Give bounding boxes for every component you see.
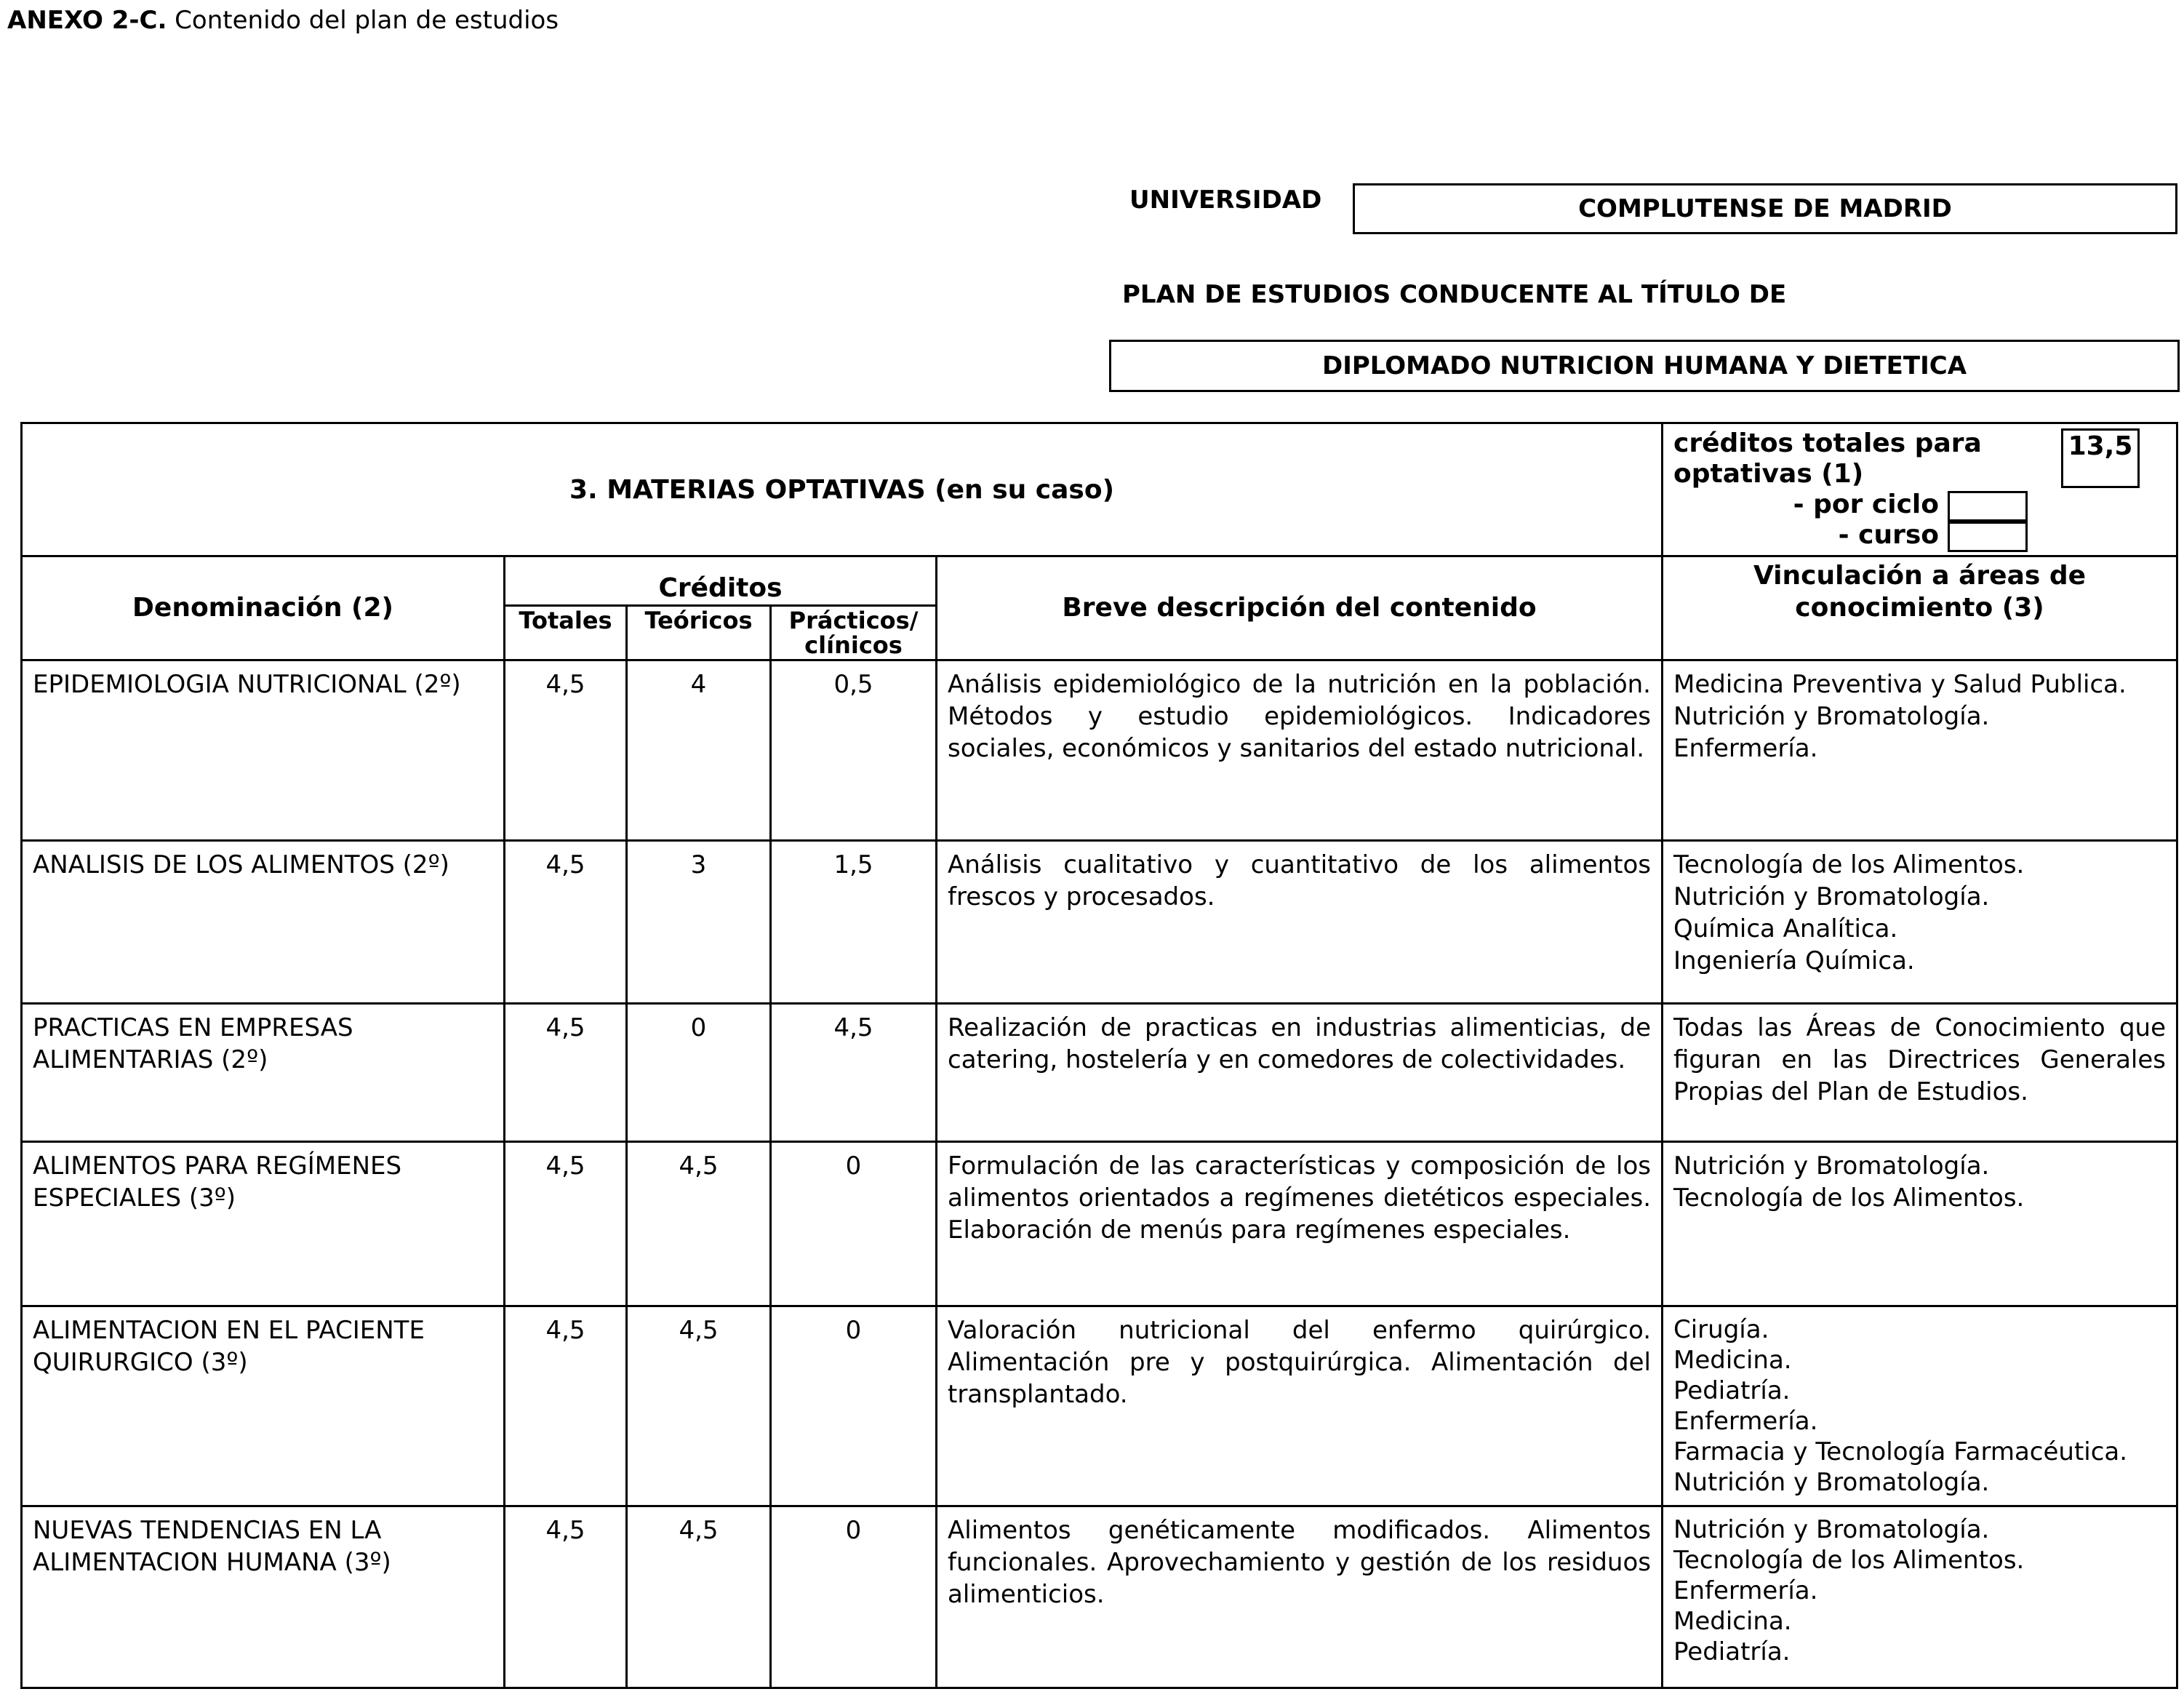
row-totales: 4,5 xyxy=(505,841,627,1004)
row-areas: Todas las Áreas de Conocimiento que figuran en las Directrices Generales Propias del Plan de Estudios. xyxy=(1663,1004,2177,1142)
row-practicos: 0 xyxy=(771,1306,937,1506)
row-descripcion: Análisis epidemiológico de la nutrición en la población. Métodos y estudio epidemiológicos. Indicadores sociales, económicos y sanitarios del estado nutricional. xyxy=(937,660,1663,841)
row-totales: 4,5 xyxy=(505,1306,627,1506)
curso-box xyxy=(1948,522,2028,552)
curso-label: - curso xyxy=(1838,520,1939,550)
col-vinculacion: Vinculación a áreas de conocimiento (3) xyxy=(1663,556,2177,660)
row-teoricos: 4,5 xyxy=(627,1142,771,1306)
row-areas: Nutrición y Bromatología. Tecnología de los Alimentos. xyxy=(1663,1142,2177,1306)
row-denominacion: ANALISIS DE LOS ALIMENTOS (2º) xyxy=(22,841,505,1004)
row-areas: Medicina Preventiva y Salud Publica. Nutrición y Bromatología. Enfermería. xyxy=(1663,660,2177,841)
row-practicos: 0 xyxy=(771,1506,937,1688)
col-denominacion: Denominación (2) xyxy=(22,556,505,660)
row-teoricos: 3 xyxy=(627,841,771,1004)
universidad-value: COMPLUTENSE DE MADRID xyxy=(1578,194,1952,223)
annex-heading xyxy=(7,6,559,35)
row-areas: Nutrición y Bromatología. Tecnología de los Alimentos. Enfermería. Medicina. Pediatría. xyxy=(1663,1506,2177,1688)
optativas-table xyxy=(20,422,2178,1689)
row-denominacion: ALIMENTOS PARA REGÍMENES ESPECIALES (3º) xyxy=(22,1142,505,1306)
annex-subtitle: Contenido del plan de estudios xyxy=(167,6,559,35)
plan-label: PLAN DE ESTUDIOS CONDUCENTE AL TÍTULO DE xyxy=(1122,280,1787,309)
universidad-field xyxy=(1353,183,2177,234)
row-denominacion: EPIDEMIOLOGIA NUTRICIONAL (2º) xyxy=(22,660,505,841)
annex-number: ANEXO 2-C. xyxy=(7,6,167,35)
row-totales: 4,5 xyxy=(505,1142,627,1306)
table-row xyxy=(22,660,2177,841)
row-descripcion: Formulación de las características y composición de los alimentos orientados a regímenes dietéticos especiales. Elaboración de menús para regímenes especiales. xyxy=(937,1142,1663,1306)
table-row xyxy=(22,1506,2177,1688)
row-descripcion: Análisis cualitativo y cuantitativo de los alimentos frescos y procesados. xyxy=(937,841,1663,1004)
row-descripcion: Alimentos genéticamente modificados. Alimentos funcionales. Aprovechamiento y gestión de los residuos alimenticios. xyxy=(937,1506,1663,1688)
row-denominacion: ALIMENTACION EN EL PACIENTE QUIRURGICO (3º) xyxy=(22,1306,505,1506)
column-header-row-1 xyxy=(22,556,2177,606)
por-ciclo-line xyxy=(1673,490,2166,520)
row-practicos: 4,5 xyxy=(771,1004,937,1142)
row-practicos: 0 xyxy=(771,1142,937,1306)
section-title: 3. MATERIAS OPTATIVAS (en su caso) xyxy=(22,423,1663,556)
col-totales: Totales xyxy=(505,606,627,660)
row-teoricos: 4,5 xyxy=(627,1306,771,1506)
table-row xyxy=(22,1004,2177,1142)
section-header-row xyxy=(22,423,2177,556)
creditos-totales-value: 13,5 xyxy=(2061,428,2140,488)
table-row xyxy=(22,841,2177,1004)
creditos-totales-label: créditos totales para optativas (1) xyxy=(1673,428,1982,489)
col-creditos: Créditos xyxy=(505,556,937,606)
row-teoricos: 0 xyxy=(627,1004,771,1142)
table-row xyxy=(22,1142,2177,1306)
col-descripcion: Breve descripción del contenido xyxy=(937,556,1663,660)
row-totales: 4,5 xyxy=(505,660,627,841)
creditos-totales-cell xyxy=(1663,423,2177,556)
col-practicos: Prácticos/ clínicos xyxy=(771,606,937,660)
curso-line xyxy=(1673,520,2166,551)
row-practicos: 1,5 xyxy=(771,841,937,1004)
col-teoricos: Teóricos xyxy=(627,606,771,660)
por-ciclo-box xyxy=(1948,491,2028,522)
row-teoricos: 4 xyxy=(627,660,771,841)
row-descripcion: Valoración nutricional del enfermo quirúrgico. Alimentación pre y postquirúrgica. Alimentación del transplantado. xyxy=(937,1306,1663,1506)
row-practicos: 0,5 xyxy=(771,660,937,841)
row-denominacion: NUEVAS TENDENCIAS EN LA ALIMENTACION HUMANA (3º) xyxy=(22,1506,505,1688)
titulo-value: DIPLOMADO NUTRICION HUMANA Y DIETETICA xyxy=(1321,351,1967,380)
row-areas: Cirugía. Medicina. Pediatría. Enfermería. Farmacia y Tecnología Farmacéutica. Nutrición y Bromatología. xyxy=(1663,1306,2177,1506)
row-descripcion: Realización de practicas en industrias alimenticias, de catering, hostelería y en comedores de colectividades. xyxy=(937,1004,1663,1142)
table-row xyxy=(22,1306,2177,1506)
row-denominacion: PRACTICAS EN EMPRESAS ALIMENTARIAS (2º) xyxy=(22,1004,505,1142)
row-totales: 4,5 xyxy=(505,1506,627,1688)
titulo-field xyxy=(1109,340,2180,392)
row-totales: 4,5 xyxy=(505,1004,627,1142)
por-ciclo-label: - por ciclo xyxy=(1793,490,1939,519)
universidad-label: UNIVERSIDAD xyxy=(1129,185,1322,215)
row-areas: Tecnología de los Alimentos. Nutrición y Bromatología. Química Analítica. Ingeniería Química. xyxy=(1663,841,2177,1004)
row-teoricos: 4,5 xyxy=(627,1506,771,1688)
